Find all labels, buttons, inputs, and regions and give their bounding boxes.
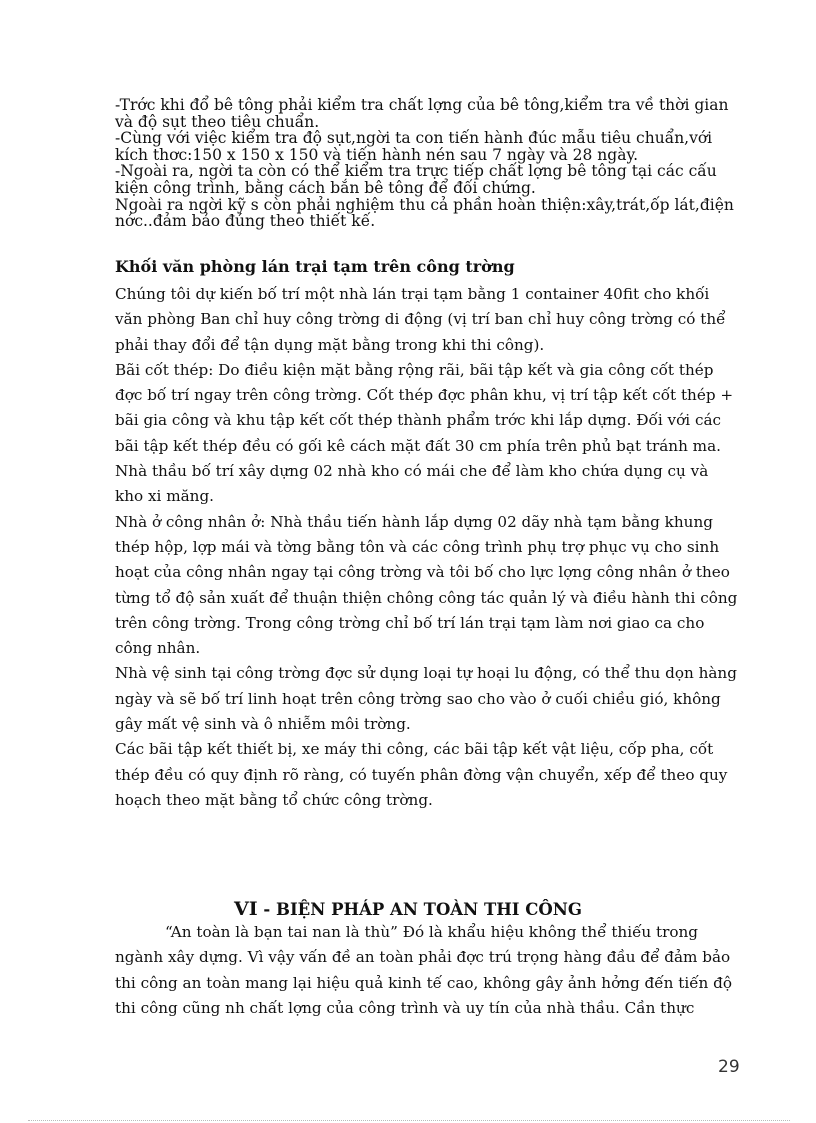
safety-intro: [115, 920, 740, 1021]
note-paragraph: -Trớc khi đổ bê tông phải kiểm tra chất lợng của bê tông,kiểm tra về thời gian và độ sụt theo tiêu chuẩn.: [115, 96, 729, 131]
section-title: [0, 898, 816, 920]
intro-paragraph: “An toàn là bạn tai nan là thù” Đó là khẩu hiệu không thể thiếu trong ngành xây dựng. Vì vậy vấn đề an toàn phải đợc trú trọng hàng đầu để đảm bảo thi công an toàn mang lại hiệu quả kinh tế cao, không gây ảnh hởng đến tiến độ thi công cũng nh chất lợng của công trình và uy tín của nhà thầu. Cần thực: [115, 923, 733, 1017]
subsection-heading: Khối văn phòng lán trại tạm trên công trờng: [115, 257, 515, 276]
body-paragraph: Các bãi tập kết thiết bị, xe máy thi công, các bãi tập kết vật liệu, cốp pha, cốt thép đều có quy định rõ ràng, có tuyến phân đờng vận chuyển, xếp để theo quy hoạch theo mặt bằng tổ chức công trờng.: [115, 740, 728, 809]
body-paragraph: Chúng tôi dự kiến bố trí một nhà lán trại tạm bằng 1 container 40fit cho khối văn phòng Ban chỉ huy công trờng di động (vị trí ban chỉ huy công trờng có thể phải thay đổi để tận dụng mặt bằng trong khi thi công).: [115, 285, 726, 354]
body-paragraph: Nhà ở công nhân ở: Nhà thầu tiến hành lắp dựng 02 dãy nhà tạm bằng khung thép hộp, lợp mái và tờng bằng tôn và các công trình phụ trợ phục vụ cho sinh hoạt của công nhân ngay tại công trờng và tôi bố cho lực lợng công nhân ở theo từng tổ độ sản xuất để thuận thiện chông công tác quản lý và điều hành thi công trên công trờng. Trong công trờng chỉ bố trí lán trại tạm làm nơi giao ca cho công nhân.: [115, 512, 738, 658]
body-paragraph: Nhà thầu bố trí xây dựng 02 nhà kho có mái che để làm kho chứa dụng cụ và kho xi măng.: [115, 462, 709, 506]
section-title-text: - BIỆN PHÁP AN TOÀN THI CÔNG: [263, 900, 582, 919]
site-office-body: [115, 282, 740, 813]
section-number: VI: [234, 898, 258, 920]
page-number: 29: [718, 1057, 740, 1077]
body-paragraph: Bãi cốt thép: Do điều kiện mặt bằng rộng rãi, bãi tập kết và gia công cốt thép đợc bố trí ngay trên công trờng. Cốt thép đợc phân khu, vị trí tập kết cốt thép + bãi gia công và khu tập kết cốt thép thành phẩm trớc khi lắp dựng. Đối với các bãi tập kết thép đều có gối kê cách mặt đất 30 cm phía trên phủ bạt tránh ma.: [115, 360, 734, 455]
note-paragraph: -Ngoài ra, ngời ta còn có thể kiểm tra trực tiếp chất lợng bê tông tại các cấu kiện công trình, bằng cách bắn bê tông để đối chứng.: [115, 162, 717, 197]
inspection-notes: [115, 97, 740, 230]
note-paragraph: Ngoài ra ngời kỹ s còn phải nghiệm thu cả phần hoàn thiện:xây,trát,ốp lát,điện nớc..đảm bảo đúng theo thiết kế.: [115, 195, 734, 231]
body-paragraph: Nhà vệ sinh tại công trờng đợc sử dụng loại tự hoại lu động, có thể thu dọn hàng ngày và sẽ bố trí linh hoạt trên công trờng sao cho vào ở cuối chiều gió, không gây mất vệ sinh và ô nhiễm môi trờng.: [115, 664, 737, 734]
page-bottom-divider: [28, 1120, 790, 1121]
note-paragraph: -Cùng với việc kiểm tra độ sụt,ngời ta con tiến hành đúc mẫu tiêu chuẩn,với kích thơc:150 x 150 x 150 và tiến hành nén sau 7 ngày và 28 ngày.: [115, 129, 713, 164]
